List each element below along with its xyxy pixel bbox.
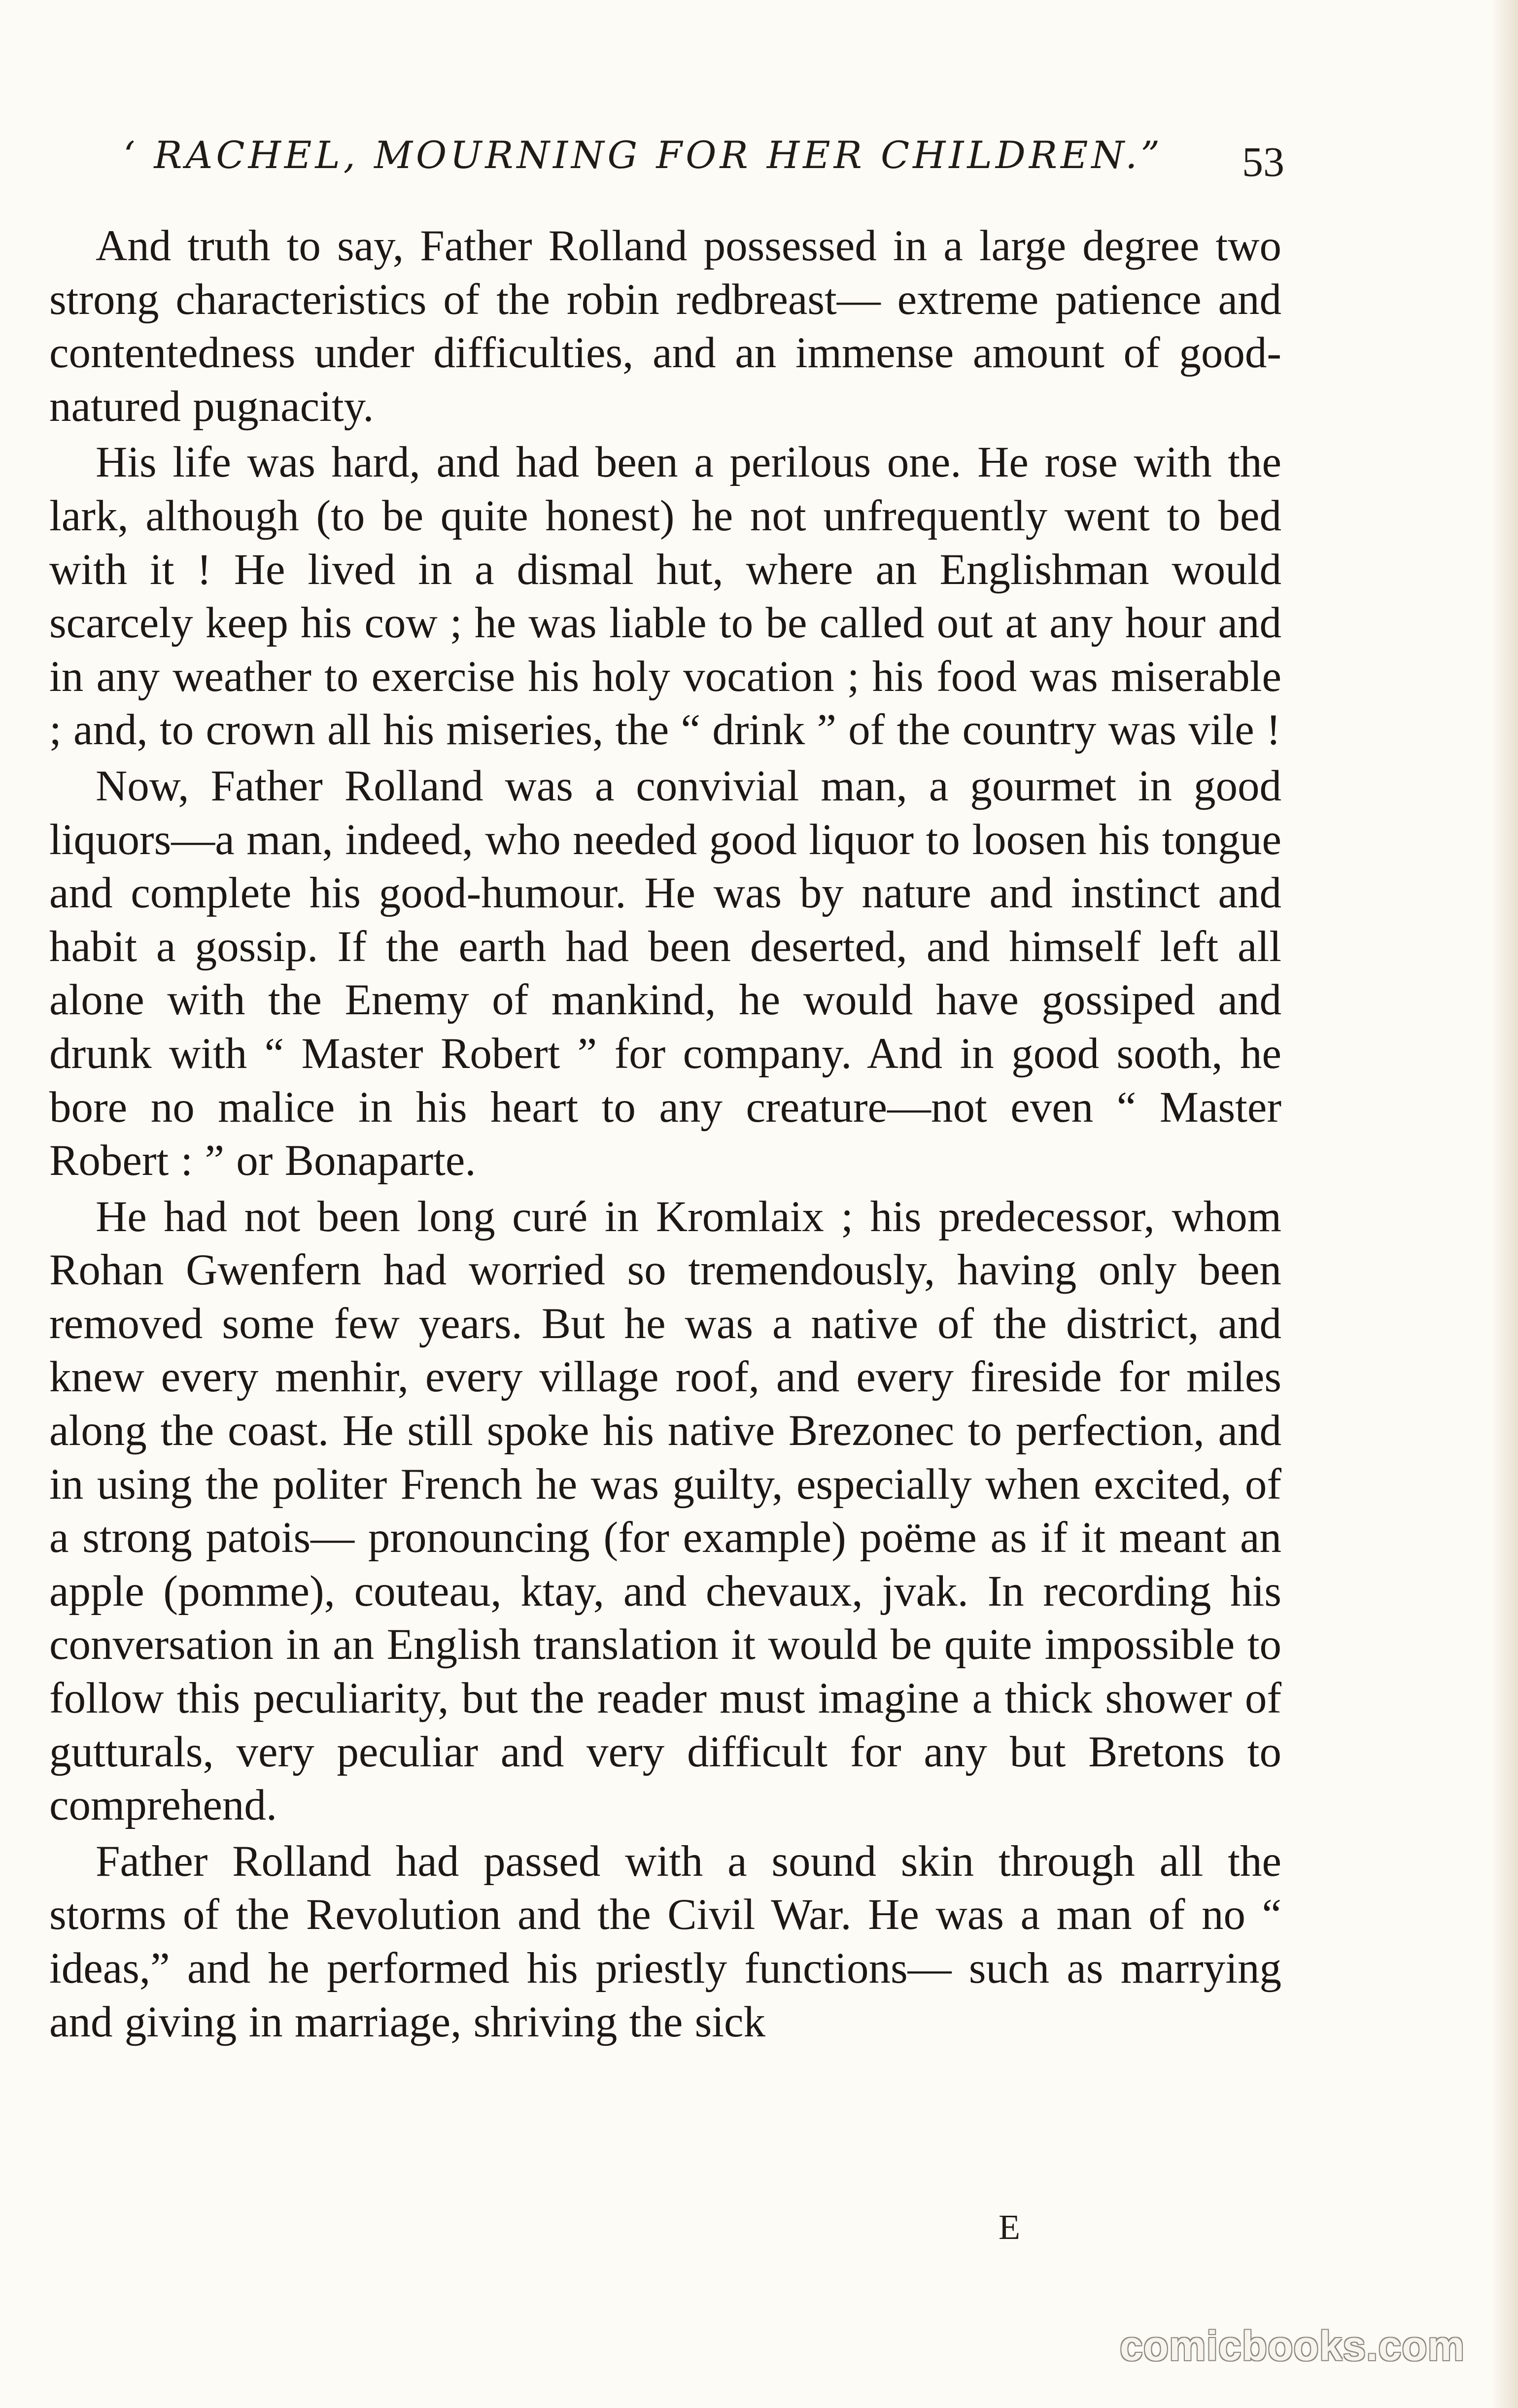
paragraph-3: Now, Father Rolland was a convivial man, a gourmet in good liquors—a man, indeed, who needed good liquor to loosen his tongue and complete his good-humour. He was by nature and instinct and habit a gossip. If the earth had been deserted, and himself left all alone with the Enemy of mankind, he would have gossiped and drunk with “ Master Robert ” for company. And in good sooth, he bore no malice in his heart to any creature—not even “ Master Robert : ” or Bonaparte.	[49, 761, 1281, 1185]
signature-mark: E	[999, 2207, 1020, 2247]
paragraph-1: And truth to say, Father Rolland possessed in a large degree two strong characteristics of the robin redbreast— extreme patience and contentedness under difficulties, and an immense amount of good-natured pugnacity.	[49, 222, 1281, 431]
page-edge-shadow	[1491, 0, 1518, 2408]
paragraph-2: His life was hard, and had been a perilous one. He rose with the lark, although (to be quite honest) he not unfrequently went to bed with it ! He lived in a dismal hut, where an Englishman would scarcely keep his cow ; he was liable to be called out at any hour and in any weather to exercise his holy vocation ; his food was miserable ; and, to crown all his miseries, the “ drink ” of the country was vile !	[49, 438, 1281, 755]
page-number: 53	[1242, 138, 1284, 185]
watermark: comicbooks.com	[1120, 2323, 1465, 2369]
paragraph-4: He had not been long curé in Kromlaix ; his predecessor, whom Rohan Gwenfern had worried so tremendously, having only been removed some few years. But he was a native of the district, and knew every menhir, every village roof, and every fireside for miles along the coast. He still spoke his native Brezonec to perfection, and in using the politer French he was guilty, especially when excited, of a strong patois— pronouncing (for example) poëme as if it meant an apple (pomme), couteau, ktay, and chevaux, jvak. In recording his conversation in an English translation it would be quite impossible to follow this peculiarity, but the reader must imagine a thick shower of gutturals, very peculiar and very difficult for any but Bretons to comprehend.	[49, 1192, 1281, 1830]
body-text	[49, 219, 1281, 2051]
running-title: ‘ RACHEL, MOURNING FOR HER CHILDREN.”	[123, 133, 1164, 177]
paragraph-5: Father Rolland had passed with a sound skin through all the storms of the Revolution and the Civil War. He was a man of no “ ideas,” and he performed his priestly functions— such as marrying and giving in marriage, shriving the sick	[49, 1837, 1281, 2046]
